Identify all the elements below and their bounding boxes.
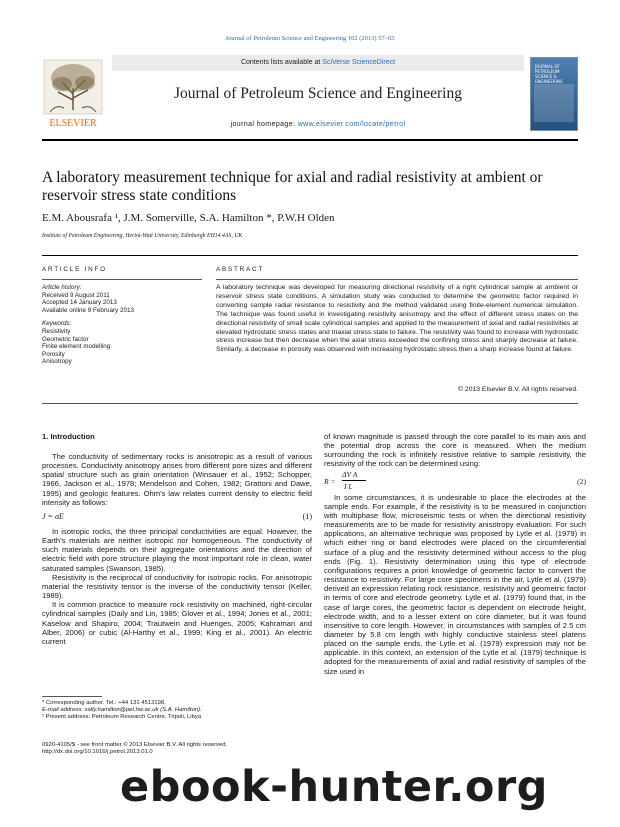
left-column: [42, 452, 312, 646]
sciencedirect-link[interactable]: SciVerse ScienceDirect: [322, 59, 396, 66]
equation-2-denominator: I L: [344, 481, 353, 491]
front-matter: 0920-4105/$ - see front matter © 2013 Elsevier B.V. All rights reserved.: [42, 742, 228, 748]
equation-1-number: (1): [302, 511, 312, 521]
right-column: [324, 432, 586, 676]
abstract-label: ABSTRACT: [216, 266, 264, 273]
paragraph: of known magnitude is passed through the core parallel to its main axis and the potential drop across the core is measured. When the medium surrounding the rock is infinitely resistive relative to sample resistivity, the resistivity of the rock can be determined using:: [324, 432, 586, 469]
keywords-label: Keywords:: [42, 320, 72, 328]
paragraph: In isotropic rocks, the three principal conductivities are equal. However, the Earth’s materials are neither isotropic nor homogeneous. The conductivity of such materials depends on their aggregate orientations and the direction of electric field with pore structure playing the most important role in clean, water saturated samples (Swanson, 1985).: [42, 526, 312, 573]
equation-1: [42, 507, 312, 527]
issn-block: [42, 742, 312, 756]
abstract-divider: [216, 279, 578, 280]
paragraph: The conductivity of sedimentary rocks is anisotropic as a result of various processes. Conductivity anisotropy arises from different pore sizes and different spatial structure such as grain orientation (Winsauer et al., 1952; Schopper, 1966, Jackson et al., 1978; Mendelson and Cohen, 1982; Grattoni and Dawe, 1995) and geologic features. Ohm’s law relates current density to electric field intensity as follows:: [42, 452, 312, 507]
header-divider: [42, 255, 578, 256]
article-info-label: ARTICLE INFO: [42, 266, 107, 273]
article-history: [42, 284, 202, 366]
abstract-bottom-divider: [42, 403, 578, 404]
footnote-divider: [42, 696, 102, 697]
contents-prefix: Contents lists available at: [240, 59, 323, 66]
article-info-divider: [42, 279, 202, 280]
equation-2-numerator: ΔV A: [342, 469, 358, 479]
equation-1-text: J = σE: [42, 511, 64, 521]
equation-2-number: (2): [577, 476, 586, 486]
equation-2-fraction-bar: [342, 480, 366, 481]
keyword: Resistivity: [42, 327, 71, 335]
masthead-center: [112, 55, 524, 135]
footnotes: [42, 700, 312, 721]
masthead-divider: [42, 139, 578, 141]
history-received: Received 9 August 2011: [42, 291, 110, 299]
paragraph: Resistivity is the reciprocal of conductivity for isotropic rocks. For anisotropic material the resistivity tensor is the inverse of the conductivity tensor (Keller, 1989).: [42, 572, 312, 601]
history-label: Article history:: [42, 284, 82, 291]
equation-2-lhs: R =: [324, 476, 336, 486]
equation-2: [324, 469, 586, 493]
keyword: Finite element modelling: [42, 343, 111, 351]
watermark-text: ebook-hunter.org: [120, 762, 548, 812]
keyword: Porosity: [42, 350, 65, 358]
journal-masthead: [42, 55, 578, 135]
keyword: Geometric factor: [42, 335, 89, 343]
paragraph: In some circumstances, it is undesirable to place the electrodes at the sample ends. For example, if the resistivity is to be measured in conjunction with multiphase flow, microseismic tests or when the directional resistivity measurements are to be made for resistivity anisotropy evaluation. For such applications, an alternative technique was proposed by Lytle et al. (1979) in which either ring or band electrodes were placed on the circumferential surface of a plug and the resistivity determined without access to the plug ends (Fig. 1). Resistivity determination using this type of electrode configurations requires a priori knowledge of geometric factor to convert the resistance to resistivity. For large core specimens in the air, Lytle et al. (1979) derived an expression relating rock resistance, resistivity and geometric factor in terms of core and electrode geometry. Lytle et al. (1979) found that, in the case of large cores, the geometric factor is dependent on electrode height, electrode width, and to a lesser extent on core diameter, but it was found insensitive to core length. However, in circumstances with samples of 2.5 cm diameter by 5.8 cm length with highly conductive stainless steel platens placed on the sample ends, the Lytle et al. (1979) expression may not be applicable. In this context, an extension of the Lytle et al. (1979) technique is adopted for the measurements of axial and radial resistivity of samples of the size used in: [324, 492, 586, 676]
footnote-present-address: ¹ Present address: Petroleum Research Centre, Tripoli, Libya: [42, 714, 202, 720]
abstract-text: A laboratory technique was developed for measuring directional resistivity of a right cylindrical sample at ambient or reservoir stress state conditions. A simulation study was conducted to determine the geometric factor required in converting sample radial resistance to resistivity and the method validated using finite-element numerical simulation. The technique was found useful in investigating resistivity anisotropy and the effect of different stress states on the directional resistivity of small scale cylindrical samples and applied to the measurement of axial and radial resistivities at elevated hydrostatic stress states and triaxial stress state to failure. The resistivity was found to increase with hydrostatic stress increase but then decrease when the axial stress exceeded the confining stress and sharply decrease at failure. Similarly, a decrease in porosity was observed with increasing hydrostatic stress then a sharp increase found at failure.: [216, 284, 578, 354]
footnote-email[interactable]: E-mail address: sally.hamilton@pet.hw.ac.uk (S.A. Hamilton).: [42, 707, 202, 713]
elsevier-tree-logo: [42, 58, 104, 130]
svg-text:ELSEVIER: ELSEVIER: [49, 118, 97, 129]
homepage-prefix: journal homepage:: [230, 121, 298, 128]
article-title: A laboratory measurement technique for axial and radial resistivity at ambient or reservoir stress state conditions: [42, 169, 543, 204]
paragraph: It is common practice to measure rock resistivity on machined, right-circular cylindrical samples (Daily and Lin, 1985; Glover et al., 1994; Jones et al., 2001; Kaselow and Shapiro, 2004; Trautwein and Huenges, 2005; Kahraman and Alber, 2006) or cubic (Al-Harthy et al., 1999; King et al., 2001). An electric current: [42, 600, 312, 646]
history-online: Available online 9 February 2013: [42, 306, 134, 314]
section-heading-introduction: 1. Introduction: [42, 432, 95, 441]
cover-title: JOURNAL OF PETROLEUM SCIENCE & ENGINEERING: [535, 64, 563, 84]
doi-link[interactable]: http://dx.doi.org/10.1016/j.petrol.2013.01.0: [42, 749, 153, 756]
homepage-link[interactable]: www.elsevier.com/locate/petrol: [297, 121, 406, 128]
keyword: Anisotropy: [42, 358, 72, 366]
cover-graphic: [534, 84, 574, 122]
history-accepted: Accepted 14 January 2013: [42, 299, 117, 307]
contents-available-bar: [112, 55, 524, 71]
journal-cover-image: [530, 57, 578, 131]
affiliation: Institute of Petroleum Engineering, Heriot-Watt University, Edinburgh EH14 4AS, UK: [42, 233, 243, 239]
journal-title: Journal of Petroleum Science and Engineering: [174, 85, 462, 102]
abstract-copyright: © 2013 Elsevier B.V. All rights reserved.: [458, 386, 578, 393]
author-list: E.M. Abousrafa ¹, J.M. Somerville, S.A. Hamilton *, P.W.H Olden: [42, 212, 335, 224]
footnote-corresponding: * Corresponding author. Tel.: +44 131 4513198.: [42, 700, 166, 706]
journal-homepage: [112, 121, 524, 128]
journal-reference[interactable]: Journal of Petroleum Science and Engineering 102 (2013) 57–65: [225, 35, 395, 42]
